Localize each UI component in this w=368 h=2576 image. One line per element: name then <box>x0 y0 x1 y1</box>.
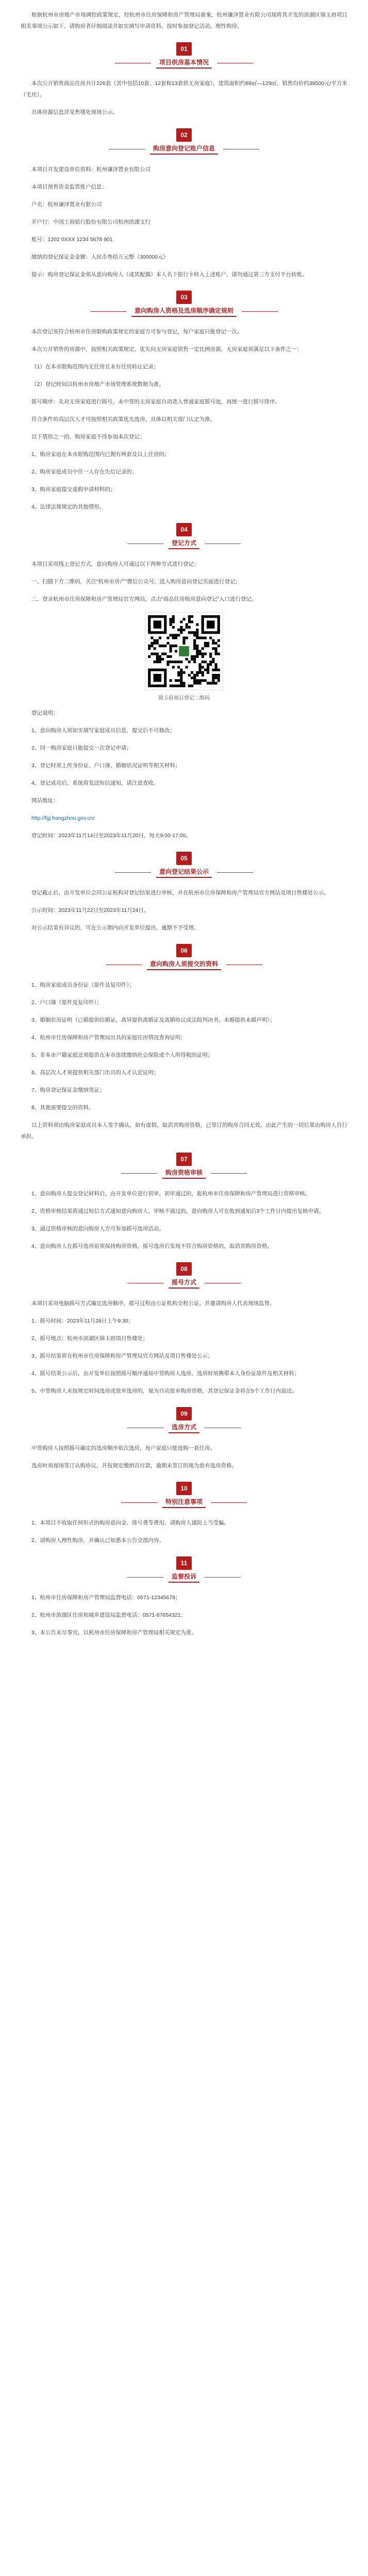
section-title: 意向购房人资格及选房顺序确定规则 <box>131 306 237 317</box>
section-paragraph: 3、婚姻状况证明（已婚提供结婚证，离异提供离婚证及离婚协议或法院判决书，未婚提供未婚声明）； <box>31 1017 276 1023</box>
section-paragraph: 8、其他需要提交的资料。 <box>31 1105 94 1111</box>
section-paragraph: 本次公开销售商品住房共计226套（其中包括10套、12套和13套供无房家庭），建筑面积约89㎡—129㎡，销售均价约38500元/平方米（毛坯）。 <box>21 80 347 98</box>
section-paragraph: 缴纳的登记保证金金额：人民币叁拾万元整（300000元） <box>31 254 169 260</box>
section-header <box>21 1262 347 1289</box>
section-paragraph: （1）在本市限购范围内无住房且未有住房转让记录； <box>31 364 159 370</box>
section-number-badge: 10 <box>176 1482 192 1495</box>
section-paragraph: 2、摇号地点：杭州市滨湖区锦玉府项目售楼处； <box>31 1335 148 1342</box>
section-paragraph: 本项目预售资金监管账户信息： <box>31 184 107 190</box>
section-paragraph: 2、购房家庭成员中任一人存在失信记录的； <box>31 469 138 475</box>
section-paragraph: 1、购房家庭在本市限购范围内已拥有两套及以上住房的； <box>31 451 170 457</box>
section-paragraph: 一、扫描下方二维码，关注“杭州市房产”微信公众号，进入购房意向登记页面进行登记； <box>31 579 241 585</box>
section-number-badge: 03 <box>176 291 192 304</box>
section-paragraph: 3、购房家庭提交虚假申请材料的； <box>31 486 116 493</box>
section-paragraph: 登记时间：2023年11月14日至2023年11月20日，每天9:00-17:00。 <box>31 833 192 839</box>
section-title-wrap <box>121 1168 247 1179</box>
section-title-wrap <box>106 959 262 970</box>
section-title-wrap <box>115 867 253 878</box>
sections <box>21 42 347 1638</box>
section-paragraph: 7、购房登记保证金缴纳凭证； <box>31 1087 105 1093</box>
section-title-wrap <box>109 144 259 155</box>
section-title-rule <box>121 1173 157 1174</box>
section-title-wrap <box>127 538 241 549</box>
section-number-badge: 02 <box>176 128 192 142</box>
section-paragraph: 5、非本市户籍家庭还须提供在本市连续缴纳社会保险或个人所得税的证明； <box>31 1052 213 1058</box>
section-number-badge: 08 <box>176 1262 192 1276</box>
section-title: 项目供房基本情况 <box>156 58 212 69</box>
section-title-wrap <box>127 1572 241 1583</box>
section-paragraph: 3、本公告未尽事宜，以杭州市住房保障和房产管理局相关规定为准。 <box>31 1630 197 1636</box>
section-paragraph: 4、登记成功后，系统将发送短信通知，请注意查收。 <box>31 780 159 786</box>
section-title-rule <box>211 1173 247 1174</box>
section-paragraph: 1、杭州市住房保障和房产管理局监督电话：0571-12345678； <box>31 1595 181 1601</box>
section-paragraph: 开户行：中国工商银行股份有限公司杭州滨湖支行 <box>31 219 150 225</box>
section-header <box>21 852 347 878</box>
section-paragraph: 登记截止后，由开发单位会同公证机构对登记结果进行审核，并在杭州市住房保障和房产管理局官方网站及项目售楼处公示。 <box>31 890 329 896</box>
section-title: 意向购房人须提交的资料 <box>147 959 221 970</box>
section-paragraph: 本次公开销售的房源中，按照相关政策规定，优先向无房家庭销售一定比例房源，无房家庭须满足以下条件之一： <box>31 346 302 352</box>
section-title-rule <box>226 964 262 965</box>
section-paragraph: 本项目开发建设单位资料：杭州谦泽置业有限公司 <box>31 166 150 173</box>
section-title-wrap <box>90 306 278 317</box>
qr-code-icon[interactable] <box>145 612 223 690</box>
section-paragraph: 3、通过资格审核的意向购房人方可参加摇号选房活动。 <box>31 1226 164 1232</box>
section-header <box>21 42 347 69</box>
section-title-rule <box>217 872 253 873</box>
section-title-rule <box>106 964 142 965</box>
section-paragraph: 户名：杭州谦泽置业有限公司 <box>31 201 102 208</box>
section-paragraph: 5、中签购房人未按规定时间选房或放弃选房的，视为自动放弃购房资格，其登记保证金将在5个工作日内退还。 <box>31 1388 297 1394</box>
section-number-badge: 09 <box>176 1407 192 1420</box>
section-paragraph: 1、意向购房人提交登记材料后，由开发单位进行初审，初审通过的，报杭州市住房保障和房产管理局进行资格审核。 <box>31 1191 311 1197</box>
section-paragraph: 2、资格审核结果将通过短信方式通知意向购房人，审核不通过的，意向购房人可在收到通知后3个工作日内提出复核申请。 <box>31 1208 325 1214</box>
section-header <box>21 523 347 549</box>
section-title-wrap <box>127 1422 241 1433</box>
section-header <box>21 944 347 970</box>
section-number-badge: 01 <box>176 42 192 56</box>
section-paragraph: 1、购房家庭成员身份证（原件及复印件）； <box>31 982 135 988</box>
section-paragraph: 1、摇号时间：2023年11月28日上午9:30； <box>31 1318 134 1324</box>
section-paragraph: 以下情形之一的，购房家庭不得参加本次登记： <box>31 434 145 440</box>
section-paragraph: 中签购房人按照摇号确定的选房顺序依次选房，每户家庭只能选购一套住房。 <box>31 1445 215 1451</box>
section-paragraph: 提示：购房登记保证金须从意向购房人（或其配偶）本人名下银行卡转入上述账户，请勿通过第三方支付平台转账。 <box>31 272 308 278</box>
section-paragraph: 6、高层次人才须提供相关部门出具的人才认定证明； <box>31 1070 159 1076</box>
section-paragraph: 1、意向购房人须如实填写家庭成员信息，提交后不可修改； <box>31 727 175 734</box>
section-title-rule <box>127 1577 163 1578</box>
section-title-rule <box>242 311 278 312</box>
section-title-rule <box>115 872 151 873</box>
section-title: 特别注意事项 <box>162 1497 206 1508</box>
section-title: 摇号方式 <box>169 1278 199 1289</box>
section-title: 购房资格审核 <box>162 1168 206 1179</box>
section-paragraph: 2、户口簿（原件及复印件）； <box>31 999 103 1006</box>
section-paragraph: 以上资料须由购房家庭成员本人签字确认，如有虚假，取消其购房资格，已签订的购房合同无效，由此产生的一切后果由购房人自行承担。 <box>21 1122 347 1140</box>
section-paragraph: 对公示结果有异议的，可在公示期内向开发单位提出，逾期不予受理。 <box>31 925 199 931</box>
section-paragraph: 4、摇号结果公示后，由开发单位按照摇号顺序通知中签购房人选房，选房时须携带本人身份证原件及相关材料； <box>31 1370 300 1377</box>
section-paragraph: 本项目采用电脑摇号方式确定选房顺序，摇号过程由公证机构全程公证，并邀请购房人代表现场监督。 <box>31 1300 275 1307</box>
section-number-badge: 07 <box>176 1153 192 1166</box>
section-header <box>21 1407 347 1433</box>
section-paragraph: 2、杭州市滨湖区住房和城乡建设局监督电话：0571-87654321； <box>31 1612 186 1618</box>
section-paragraph: （2）登记时间以杭州市房地产市场管理系统数据为准。 <box>31 381 164 387</box>
section-paragraph: 公示时间：2023年11月22日至2023年11月24日。 <box>31 907 149 913</box>
section-title: 选房方式 <box>169 1422 199 1433</box>
section-title-rule <box>205 1577 241 1578</box>
section-paragraph: 1、本项目不收取任何形式的购房意向金、排号费等费用，请购房人谨防上当受骗。 <box>31 1520 229 1526</box>
section-paragraph: 3、摇号结果将在杭州市住房保障和房产管理局官方网站及项目售楼处公示； <box>31 1353 213 1359</box>
section-header <box>21 128 347 155</box>
section-paragraph: 4、意向购房人在摇号选房前须保持购房资格，摇号选房后发现不符合购房资格的，取消其购房资格。 <box>31 1243 273 1249</box>
section-paragraph: 摇号顺序：先对无房家庭进行摇号，未中签的无房家庭自动进入普通家庭摇号池，再统一进行摇号排序。 <box>31 399 280 405</box>
section-title-wrap <box>127 1278 241 1289</box>
intro-paragraph: 根据杭州市房地产市场调控政策规定，经杭州市住房保障和房产管理局备案，杭州谦泽置业有限公司现将其开发的滨湖区锦玉府项目相关事项公示如下，请购房者仔细阅读并如实填写申请资料，按时参加登记活动，理性购房。 <box>21 12 347 29</box>
section-title: 购房意向登记账户信息 <box>150 144 218 155</box>
section-paragraph: 选房时须现场签订认购协议，并按规定缴纳首付款，逾期未签订的视为放弃选房资格。 <box>31 1463 237 1469</box>
section-number-badge: 06 <box>176 944 192 957</box>
website-link[interactable]: http://fgj.hangzhou.gov.cn/ <box>31 815 95 821</box>
section-header <box>21 1556 347 1583</box>
section-title: 监督投诉 <box>169 1572 199 1583</box>
section-paragraph: 本项目采用线上登记方式，意向购房人可通过以下两种方式进行登记： <box>31 561 199 567</box>
section-header <box>21 1482 347 1508</box>
section-paragraph: 二、登录杭州市住房保障和房产管理局官方网站，点击“商品住房购房意向登记”入口进行登记。 <box>31 596 257 602</box>
qr-caption: 锦玉府项目登记二维码 <box>158 696 210 701</box>
section-paragraph: 具体房源信息详见售楼处现场公示。 <box>31 109 118 115</box>
section-header <box>21 291 347 317</box>
section-title: 登记方式 <box>169 538 199 549</box>
section-number-badge: 04 <box>176 523 192 536</box>
section-number-badge: 05 <box>176 852 192 865</box>
section-paragraph: 4、法律法规规定的其他情形。 <box>31 504 105 510</box>
section-title-rule <box>90 311 126 312</box>
section-paragraph: 4、杭州市住房保障和房产管理局出具的家庭住房情况查询证明； <box>31 1035 186 1041</box>
section-paragraph: 网站地址： <box>31 798 59 804</box>
section-title: 意向登记结果公示 <box>156 867 212 878</box>
section-paragraph: 符合条件的高层次人才可按照相关政策优先选房，具体以相关部门认定为准。 <box>31 416 215 422</box>
section-paragraph: 账号：1202 0XXX 1234 5678 901 <box>31 236 113 243</box>
section-header <box>21 1153 347 1179</box>
section-paragraph: 2、同一购房家庭只能提交一次登记申请； <box>31 745 132 751</box>
qr-block <box>21 612 347 701</box>
section-paragraph: 3、登记时须上传身份证、户口簿、婚姻状况证明等相关材料； <box>31 762 181 769</box>
section-title-wrap <box>115 58 253 69</box>
section-paragraph: 2、请购房人理性购房，并确认已知悉本公告全部内容。 <box>31 1537 164 1544</box>
section-title-wrap <box>121 1497 247 1508</box>
section-title-rule <box>211 1502 247 1503</box>
section-paragraph: 登记说明： <box>31 710 59 716</box>
section-paragraph: 本次登记须符合杭州市住房限购政策规定的家庭方可参与登记，每户家庭只能登记一次。 <box>31 329 243 335</box>
section-number-badge: 11 <box>176 1556 192 1570</box>
section-title-rule <box>121 1502 157 1503</box>
